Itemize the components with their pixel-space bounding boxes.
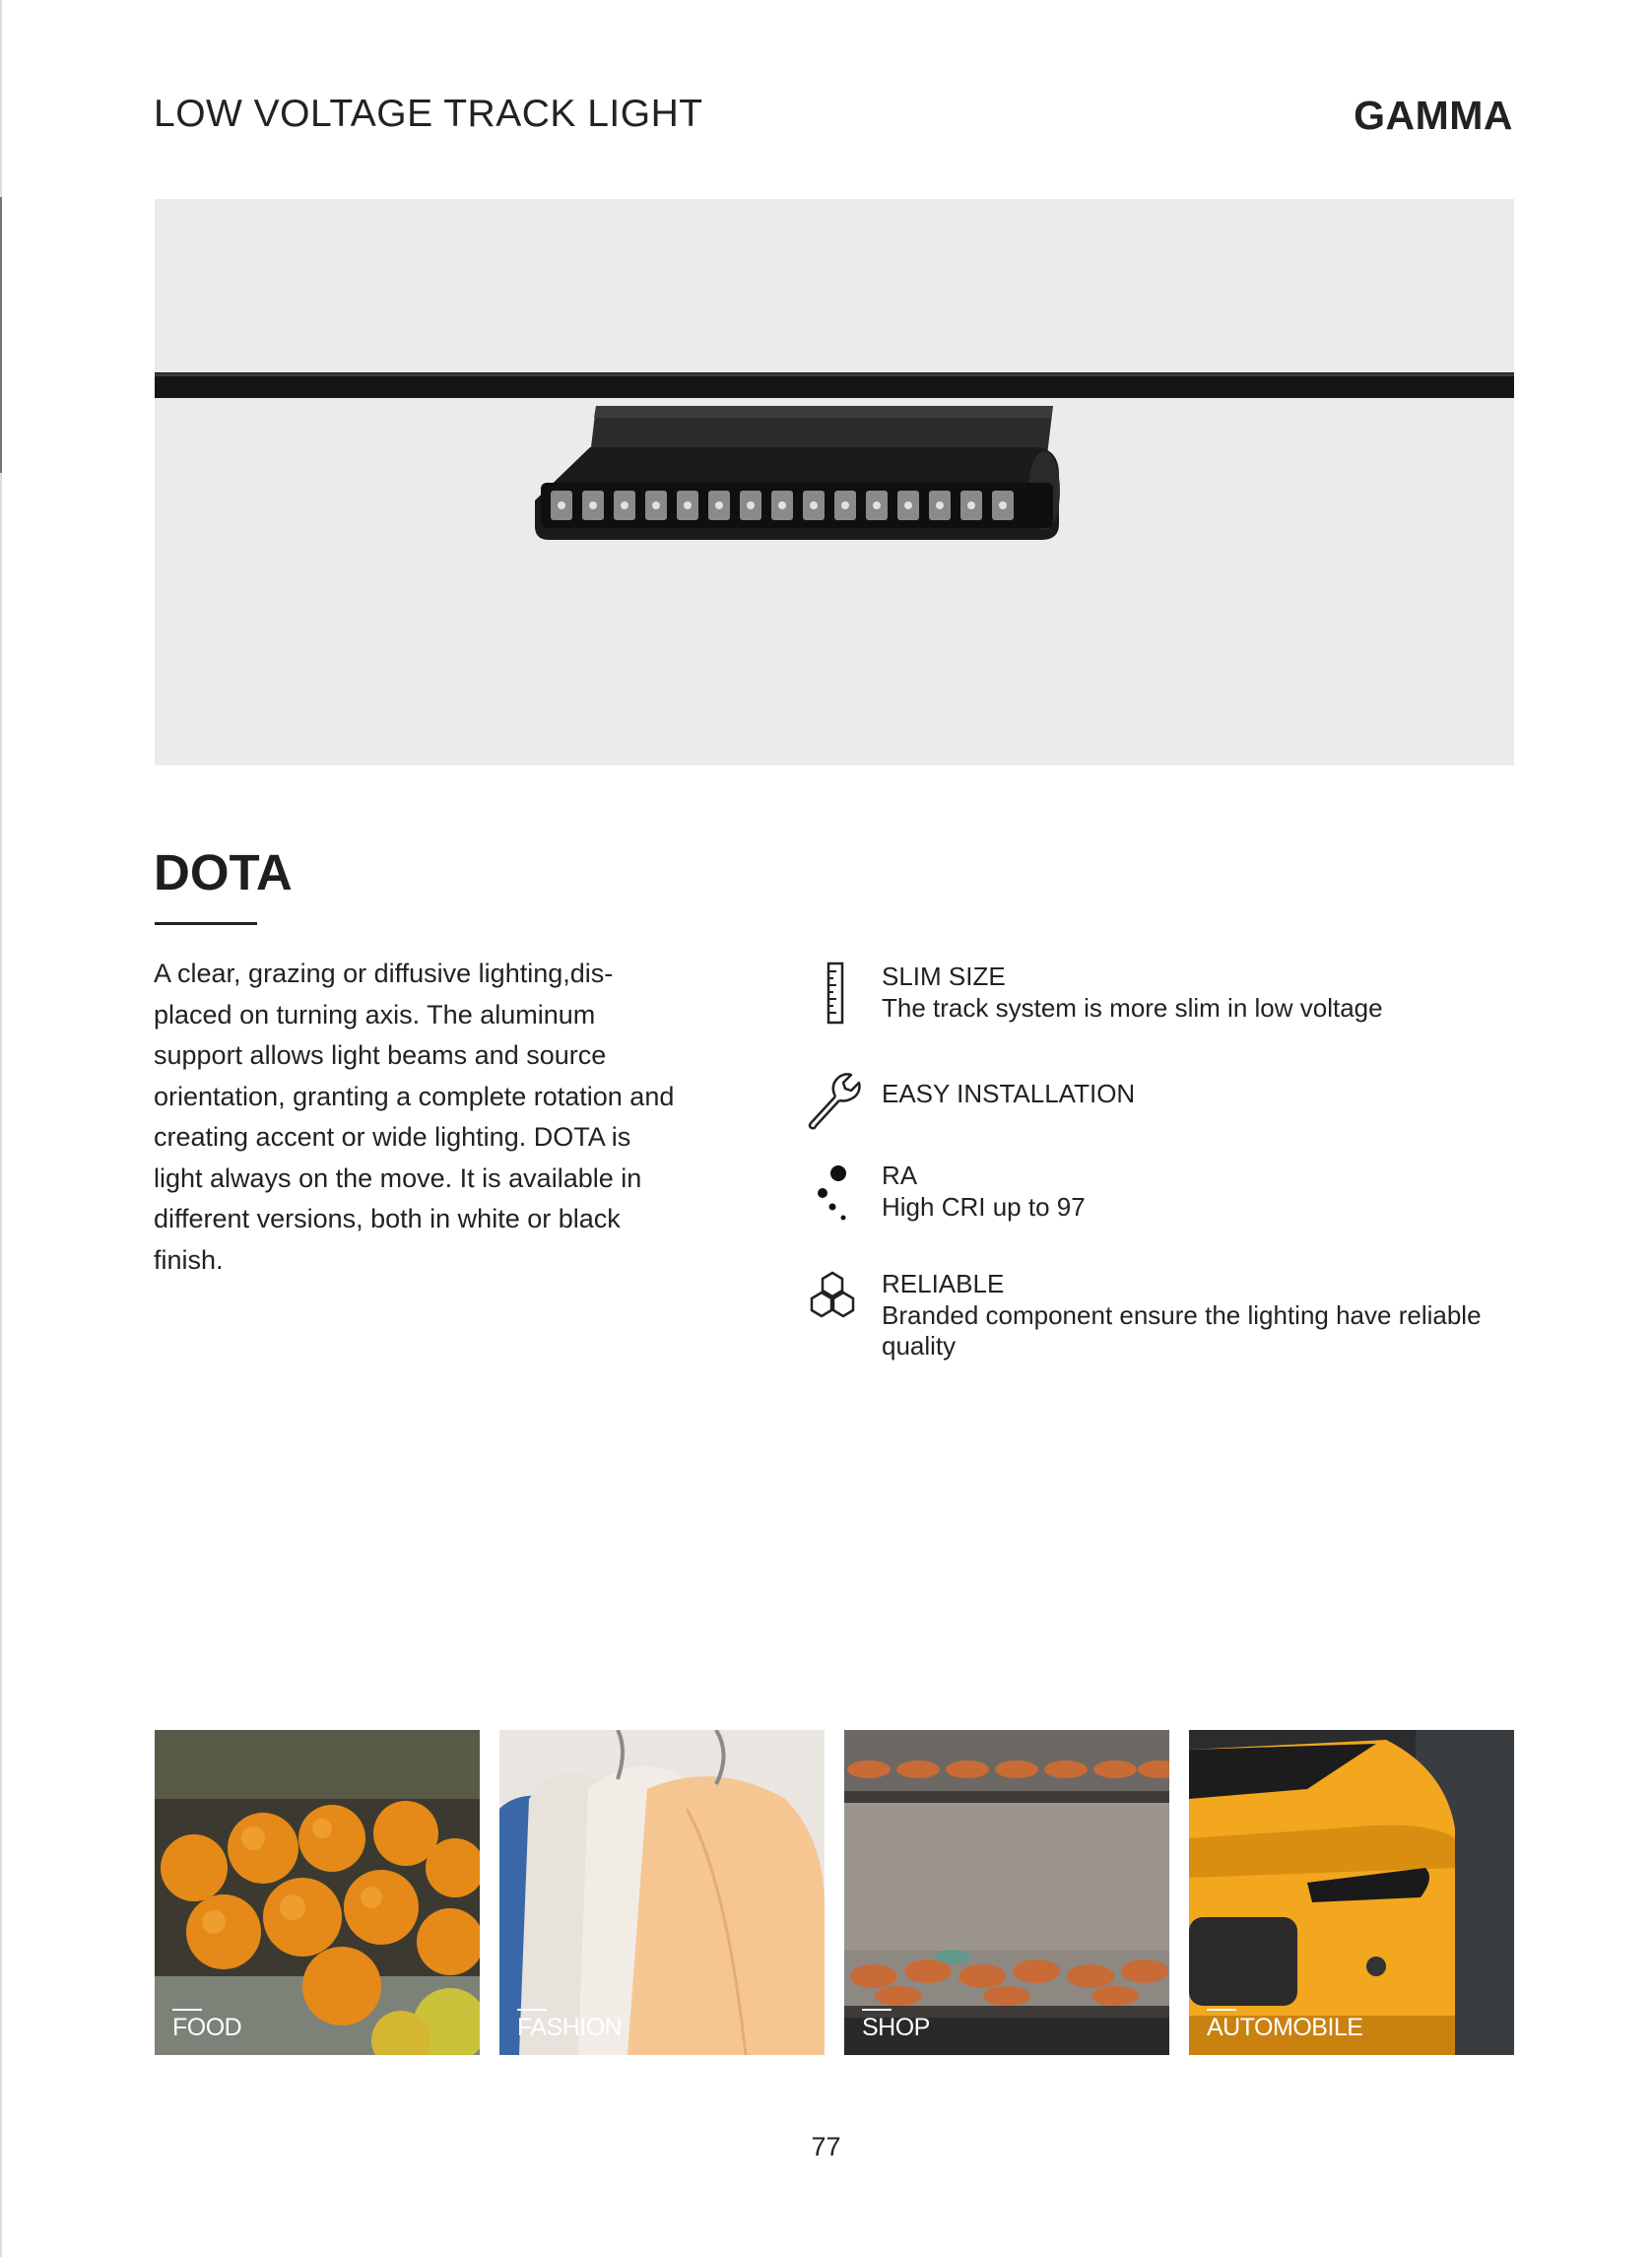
page-number: 77	[811, 2132, 841, 2161]
product-name: DOTA	[154, 844, 293, 900]
fashion-photo	[499, 1730, 825, 2055]
label-accent-bar	[1207, 2009, 1236, 2011]
shop-photo	[844, 1730, 1169, 2055]
title-underline	[155, 922, 257, 925]
label-accent-bar	[862, 2009, 892, 2011]
page-edge-mark	[0, 197, 2, 473]
food-photo	[155, 1730, 480, 2055]
feature-description: Branded component ensure the lighting have reliable quality	[882, 1300, 1482, 1361]
tile-label: FASHION	[517, 2014, 623, 2041]
feature-title: RELIABLE	[882, 1269, 1005, 1298]
application-tile-automobile	[1189, 1730, 1514, 2055]
brand-logo: GAMMA	[1354, 93, 1513, 138]
label-accent-bar	[517, 2009, 547, 2011]
wrench-icon	[802, 1067, 861, 1130]
label-accent-bar	[172, 2009, 202, 2011]
feature-description: High CRI up to 97	[882, 1192, 1086, 1222]
dots-icon	[802, 1161, 861, 1224]
feature-title: SLIM SIZE	[882, 962, 1006, 991]
track-light-illustration	[155, 199, 1514, 765]
application-tile-shop	[844, 1730, 1169, 2055]
feature-title: EASY INSTALLATION	[882, 1079, 1136, 1108]
hexagons-icon	[802, 1269, 861, 1332]
automobile-photo	[1189, 1730, 1514, 2055]
product-description: A clear, grazing or diffusive lighting,dis-placed on turning axis. The aluminum support allows light beams and source orientation, granting a complete rotation and creating accent or wide lighting. DOTA is light always on the move. It is available in different versions, both in white or black finish.	[154, 959, 675, 1275]
tile-label: FOOD	[172, 2014, 242, 2041]
ruler-icon	[802, 962, 861, 1025]
tile-label: SHOP	[862, 2014, 930, 2041]
catalog-section-title: LOW VOLTAGE TRACK LIGHT	[154, 93, 703, 135]
tile-label: AUTOMOBILE	[1207, 2014, 1363, 2041]
application-tile-food	[155, 1730, 480, 2055]
application-tile-fashion	[499, 1730, 825, 2055]
feature-title: RA	[882, 1161, 918, 1190]
product-hero-image	[155, 199, 1514, 765]
feature-description: The track system is more slim in low voltage	[882, 993, 1383, 1023]
